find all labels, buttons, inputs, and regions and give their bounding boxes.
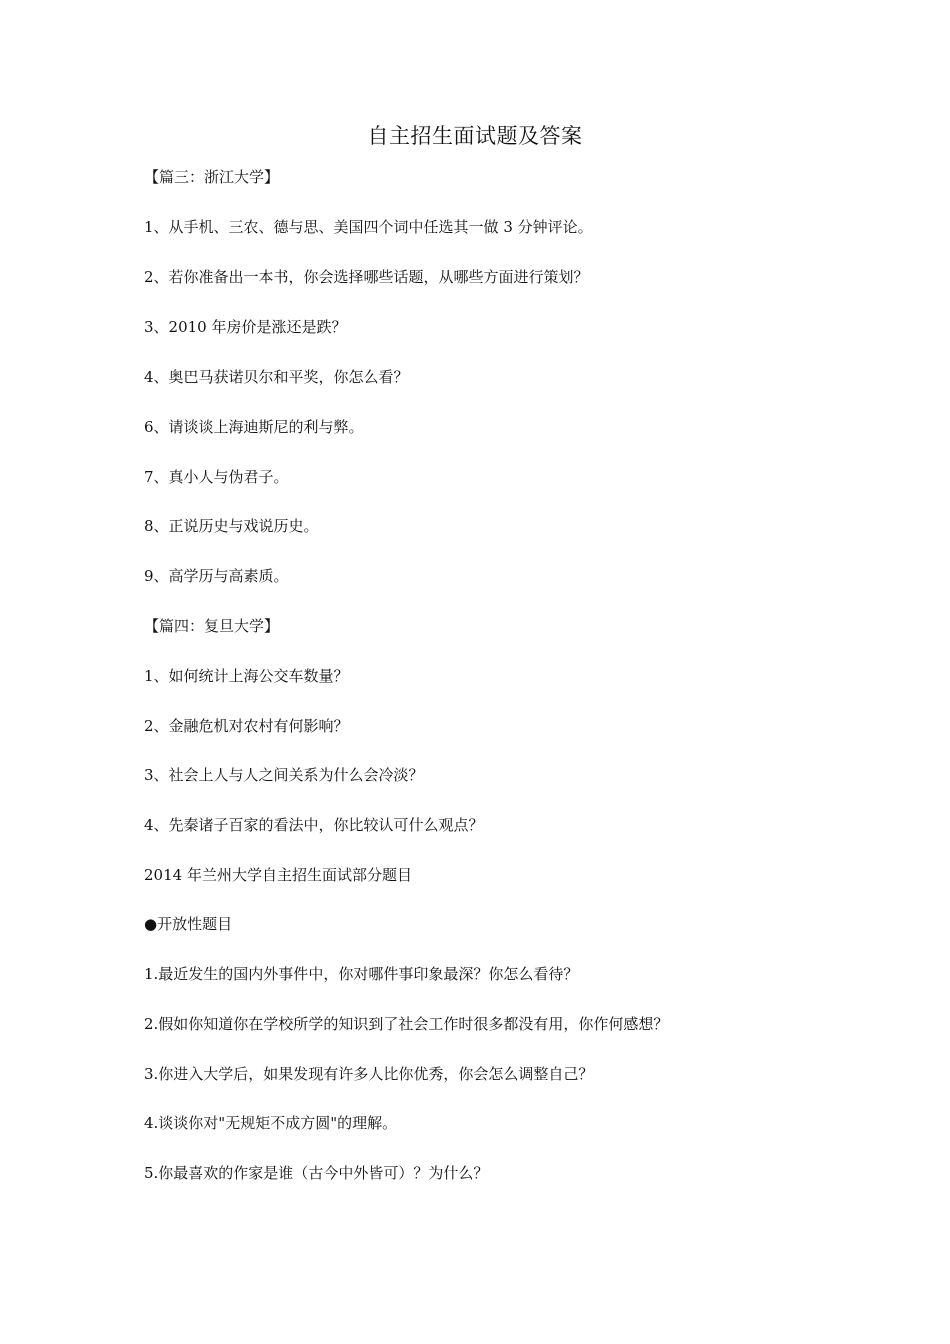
question-line: 3、2010 年房价是涨还是跌？ <box>144 318 347 336</box>
question-line: 3、社会上人与人之间关系为什么会冷淡？ <box>144 766 424 784</box>
section-heading-fudan: 【篇四：复旦大学】 <box>144 617 280 635</box>
question-line: 2.假如你知道你在学校所学的知识到了社会工作时很多都没有用，你作何感想？ <box>144 1015 669 1033</box>
document-title: 自主招生面试题及答案 <box>367 124 583 148</box>
question-line: 1、如何统计上海公交车数量？ <box>144 667 349 685</box>
question-line: 1.最近发生的国内外事件中，你对哪件事印象最深？你怎么看待？ <box>144 965 579 983</box>
question-line: 5.你最喜欢的作家是谁（古今中外皆可）？为什么？ <box>144 1164 489 1182</box>
question-line: 4.谈谈你对"无规矩不成方圆"的理解。 <box>144 1114 398 1132</box>
section-heading-zhejiang: 【篇三：浙江大学】 <box>144 168 280 186</box>
subsection-heading-open-questions: ●开放性题目 <box>144 915 233 933</box>
section-heading-lanzhou: 2014 年兰州大学自主招生面试部分题目 <box>144 866 412 884</box>
question-line: 7、真小人与伪君子。 <box>144 468 289 486</box>
question-line: 4、奥巴马获诺贝尔和平奖，你怎么看？ <box>144 368 409 386</box>
question-line: 3.你进入大学后，如果发现有许多人比你优秀，你会怎么调整自己？ <box>144 1065 594 1083</box>
question-line: 2、金融危机对农村有何影响？ <box>144 717 349 735</box>
question-line: 8、正说历史与戏说历史。 <box>144 517 319 535</box>
question-line: 6、请谈谈上海迪斯尼的利与弊。 <box>144 418 364 436</box>
question-line: 1、从手机、三农、德与思、美国四个词中任选其一做 3 分钟评论。 <box>144 218 593 236</box>
question-line: 4、先秦诸子百家的看法中，你比较认可什么观点？ <box>144 816 484 834</box>
question-line: 2、若你准备出一本书，你会选择哪些话题，从哪些方面进行策划？ <box>144 268 589 286</box>
question-line: 9、高学历与高素质。 <box>144 567 289 585</box>
